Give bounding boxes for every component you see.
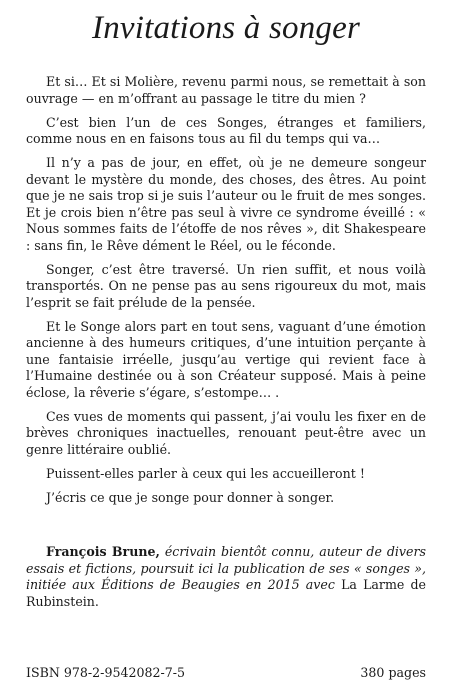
- author-name: François Brune,: [46, 544, 160, 559]
- blurb-paragraph: Ces vues de moments qui passent, j’ai voulu les fixer en de brèves chroniques inactuelles, renouant peut-être avec un genre littéraire oublié.: [26, 408, 426, 457]
- blurb-paragraph: J’écris ce que je songe pour donner à songer.: [46, 489, 335, 505]
- blurb-paragraph: Songer, c’est être traversé. Un rien suffit, et nous voilà transportés. On ne pense pas au sens rigoureux du mot, mais l’esprit se fait prélude de la pensée.: [26, 261, 426, 310]
- author-description: écrivain bientôt connu, auteur de divers essais et fictions, poursuit ici la publication de ses « songes », initiée aux Éditions de Beaugies en 2015 avec: [26, 544, 426, 592]
- author-work-title: La Larme de Rubinstein: [26, 577, 426, 609]
- isbn: ISBN 978-2-9542082-7-5: [26, 665, 186, 680]
- blurb-paragraph: Et le Songe alors part en tout sens, vaguant d’une émotion ancienne à des humeurs critiques, d’une intuition perçante à une fantaisie irréelle, jusqu’au vertige qui revient face à l’Humaine destinée ou à son Créateur supposé. Mais à peine éclose, la rêverie s’égare, s’estompe… .: [26, 318, 426, 400]
- book-title: Invitations à songer: [92, 10, 360, 46]
- blurb-paragraph: C’est bien l’un de ces Songes, étranges et familiers, comme nous en en faisons tous au fil du temps qui va…: [26, 114, 426, 146]
- author-bio: [26, 544, 426, 610]
- page-count: 380 pages: [360, 665, 426, 680]
- blurb-paragraph: Il n’y a pas de jour, en effet, où je ne demeure songeur devant le mystère du monde, des choses, des êtres. Au point que je ne sais trop si je suis l’auteur ou le fruit de mes songes. Et je crois bien n’être pas seul à vivre ce syndrome éveillé : « Nous sommes faits de l’étoffe de nos rêves », dit Shakespeare : sans fin, le Rêve dément le Réel, ou le féconde.: [26, 155, 426, 253]
- blurb-paragraph: Puissent-elles parler à ceux qui les accueilleront !: [46, 465, 365, 481]
- footer: [26, 665, 426, 681]
- author-description-end: .: [94, 593, 99, 609]
- author-bio-paragraph: [26, 544, 426, 610]
- blurb-paragraph: Et si… Et si Molière, revenu parmi nous, se remettait à son ouvrage — en m’offrant au passage le titre du mien ?: [26, 74, 426, 106]
- blurb: [26, 74, 426, 514]
